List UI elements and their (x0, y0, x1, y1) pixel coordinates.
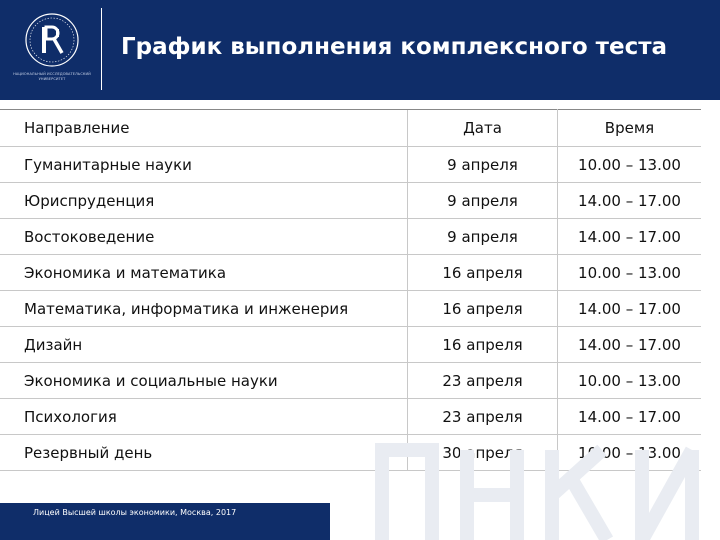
hse-emblem-icon (12, 10, 92, 94)
footer-text: Лицей Высшей школы экономики, Москва, 2017 (33, 508, 237, 517)
cell-date: 30 апреля (408, 435, 558, 471)
cell-time: 10.00 – 13.00 (558, 363, 702, 399)
cell-direction: Юриспруденция (0, 183, 408, 219)
cell-direction: Экономика и математика (0, 255, 408, 291)
table-row (0, 291, 701, 327)
page-title: График выполнения комплексного теста (121, 34, 668, 60)
cell-date: 16 апреля (408, 291, 558, 327)
header-divider (101, 8, 102, 90)
header-bar (0, 0, 720, 100)
cell-date: 9 апреля (408, 183, 558, 219)
cell-direction: Математика, информатика и инженерия (0, 291, 408, 327)
table-row (0, 183, 701, 219)
cell-date: 16 апреля (408, 255, 558, 291)
table-row (0, 327, 701, 363)
cell-time: 14.00 – 17.00 (558, 327, 702, 363)
cell-time: 10.00 – 13.00 (558, 435, 702, 471)
logo-caption: НАЦИОНАЛЬНЫЙ ИССЛЕДОВАТЕЛЬСКИЙ УНИВЕРСИТЕТ (13, 72, 91, 81)
column-header-direction: Направление (0, 110, 408, 147)
cell-time: 14.00 – 17.00 (558, 399, 702, 435)
cell-direction: Востоковедение (0, 219, 408, 255)
table-row (0, 255, 701, 291)
cell-date: 16 апреля (408, 327, 558, 363)
cell-direction: Психология (0, 399, 408, 435)
table-header-row (0, 110, 701, 147)
cell-date: 9 апреля (408, 219, 558, 255)
cell-date: 23 апреля (408, 363, 558, 399)
cell-time: 14.00 – 17.00 (558, 291, 702, 327)
background-watermark (372, 430, 720, 540)
cell-direction: Резервный день (0, 435, 408, 471)
table-row (0, 363, 701, 399)
cell-direction: Экономика и социальные науки (0, 363, 408, 399)
cell-direction: Гуманитарные науки (0, 147, 408, 183)
cell-time: 14.00 – 17.00 (558, 219, 702, 255)
cell-time: 14.00 – 17.00 (558, 183, 702, 219)
schedule-table (0, 109, 681, 471)
table-row (0, 147, 701, 183)
cell-date: 9 апреля (408, 147, 558, 183)
column-header-time: Время (558, 110, 702, 147)
column-header-date: Дата (408, 110, 558, 147)
cell-time: 10.00 – 13.00 (558, 147, 702, 183)
cell-date: 23 апреля (408, 399, 558, 435)
table-row (0, 219, 701, 255)
cell-time: 10.00 – 13.00 (558, 255, 702, 291)
cell-direction: Дизайн (0, 327, 408, 363)
